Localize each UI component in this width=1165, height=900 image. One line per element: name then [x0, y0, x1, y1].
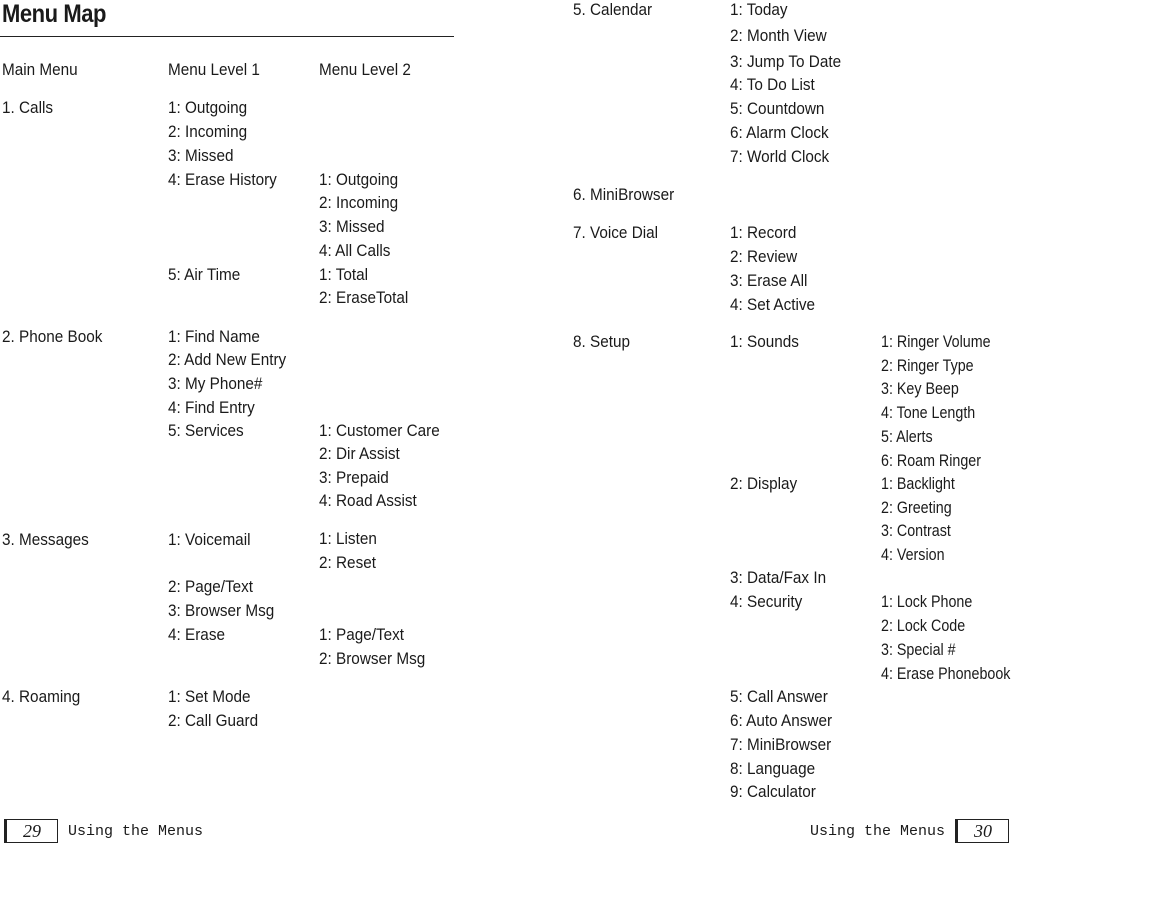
menu-level-2-item: 5: Alerts: [881, 427, 933, 446]
menu-level-1-item: 2: Review: [730, 247, 798, 266]
menu-level-2-item: 2: Reset: [319, 553, 376, 572]
page-title: Menu Map: [2, 0, 107, 28]
menu-level-1-item: 7: World Clock: [730, 147, 830, 166]
header-menu-level-2: Menu Level 2: [319, 60, 411, 79]
menu-level-1-item: 3: Data/Fax In: [730, 568, 827, 587]
menu-level-1-item: 5: Countdown: [730, 99, 825, 118]
menu-level-2-item: 3: Missed: [319, 217, 385, 236]
menu-level-2-item: 3: Key Beep: [881, 379, 959, 398]
menu-level-2-item: 1: Ringer Volume: [881, 332, 991, 351]
menu-level-1-item: 4: To Do List: [730, 75, 815, 94]
menu-level-1-item: 5: Air Time: [168, 265, 241, 284]
menu-level-1-item: 6: Auto Answer: [730, 711, 833, 730]
menu-level-1-item: 2: Display: [730, 474, 798, 493]
main-menu-item: 7. Voice Dial: [573, 223, 659, 242]
title-rule: [0, 36, 454, 37]
right-page: [560, 0, 1165, 900]
menu-level-1-item: 9: Calculator: [730, 782, 816, 801]
left-page: [0, 0, 560, 900]
menu-level-2-item: 2: Lock Code: [881, 616, 966, 635]
menu-level-2-item: 2: Ringer Type: [881, 356, 974, 375]
menu-level-1-item: 1: Today: [730, 0, 788, 19]
menu-level-2-item: 4: Erase Phonebook: [881, 664, 1011, 683]
menu-level-1-item: 4: Find Entry: [168, 398, 255, 417]
menu-level-1-item: 3: Browser Msg: [168, 601, 275, 620]
menu-level-2-item: 3: Contrast: [881, 521, 951, 540]
menu-level-2-item: 1: Customer Care: [319, 421, 440, 440]
menu-level-2-item: 3: Special #: [881, 640, 956, 659]
menu-level-1-item: 1: Sounds: [730, 332, 799, 351]
left-footer-text: Using the Menus: [68, 822, 204, 840]
header-menu-level-1: Menu Level 1: [168, 60, 260, 79]
menu-level-1-item: 3: Erase All: [730, 271, 808, 290]
menu-level-1-item: 6: Alarm Clock: [730, 123, 829, 142]
menu-level-1-item: 4: Set Active: [730, 295, 816, 314]
menu-level-1-item: 2: Add New Entry: [168, 350, 287, 369]
menu-level-2-item: 6: Roam Ringer: [881, 451, 982, 470]
menu-level-1-item: 4: Erase History: [168, 170, 277, 189]
menu-level-2-item: 1: Lock Phone: [881, 592, 973, 611]
right-footer: [810, 818, 1009, 844]
main-menu-item: 3. Messages: [2, 530, 89, 549]
menu-level-2-item: 2: Incoming: [319, 193, 399, 212]
menu-level-2-item: 1: Page/Text: [319, 625, 405, 644]
main-menu-item: 5. Calendar: [573, 0, 653, 19]
right-footer-text: Using the Menus: [810, 822, 946, 840]
menu-level-2-item: 4: Tone Length: [881, 403, 976, 422]
menu-level-1-item: 5: Services: [168, 421, 244, 440]
menu-level-2-item: 3: Prepaid: [319, 468, 389, 487]
menu-level-2-item: 4: Version: [881, 545, 945, 564]
menu-level-2-item: 1: Backlight: [881, 474, 955, 493]
menu-level-1-item: 1: Record: [730, 223, 797, 242]
main-menu-item: 8. Setup: [573, 332, 630, 351]
menu-level-1-item: 2: Month View: [730, 26, 827, 45]
menu-level-1-item: 1: Set Mode: [168, 687, 251, 706]
menu-level-1-item: 3: My Phone#: [168, 374, 263, 393]
menu-level-2-item: 4: Road Assist: [319, 491, 417, 510]
menu-level-2-item: 2: Browser Msg: [319, 649, 426, 668]
menu-level-2-item: 2: Dir Assist: [319, 444, 400, 463]
menu-level-2-item: 4: All Calls: [319, 241, 391, 260]
menu-level-1-item: 3: Missed: [168, 146, 234, 165]
menu-level-2-item: 2: Greeting: [881, 498, 952, 517]
page-number-29: 29: [4, 819, 58, 843]
menu-level-1-item: 8: Language: [730, 759, 816, 778]
menu-level-1-item: 2: Call Guard: [168, 711, 259, 730]
main-menu-item: 1. Calls: [2, 98, 54, 117]
menu-level-1-item: 5: Call Answer: [730, 687, 828, 706]
menu-level-1-item: 4: Security: [730, 592, 803, 611]
menu-level-1-item: 1: Outgoing: [168, 98, 248, 117]
menu-level-1-item: 7: MiniBrowser: [730, 735, 832, 754]
page-number-30: 30: [955, 819, 1009, 843]
main-menu-item: 4. Roaming: [2, 687, 81, 706]
main-menu-item: 6. MiniBrowser: [573, 185, 675, 204]
menu-level-2-item: 2: EraseTotal: [319, 288, 409, 307]
menu-level-1-item: 1: Find Name: [168, 327, 260, 346]
menu-level-2-item: 1: Outgoing: [319, 170, 399, 189]
menu-level-1-item: 3: Jump To Date: [730, 52, 842, 71]
menu-level-2-item: 1: Listen: [319, 529, 377, 548]
left-footer: [4, 818, 203, 844]
menu-level-1-item: 2: Page/Text: [168, 577, 254, 596]
menu-level-2-item: 1: Total: [319, 265, 369, 284]
menu-level-1-item: 4: Erase: [168, 625, 225, 644]
menu-level-1-item: 2: Incoming: [168, 122, 248, 141]
menu-level-1-item: 1: Voicemail: [168, 530, 251, 549]
header-main-menu: Main Menu: [2, 60, 78, 79]
main-menu-item: 2. Phone Book: [2, 327, 103, 346]
